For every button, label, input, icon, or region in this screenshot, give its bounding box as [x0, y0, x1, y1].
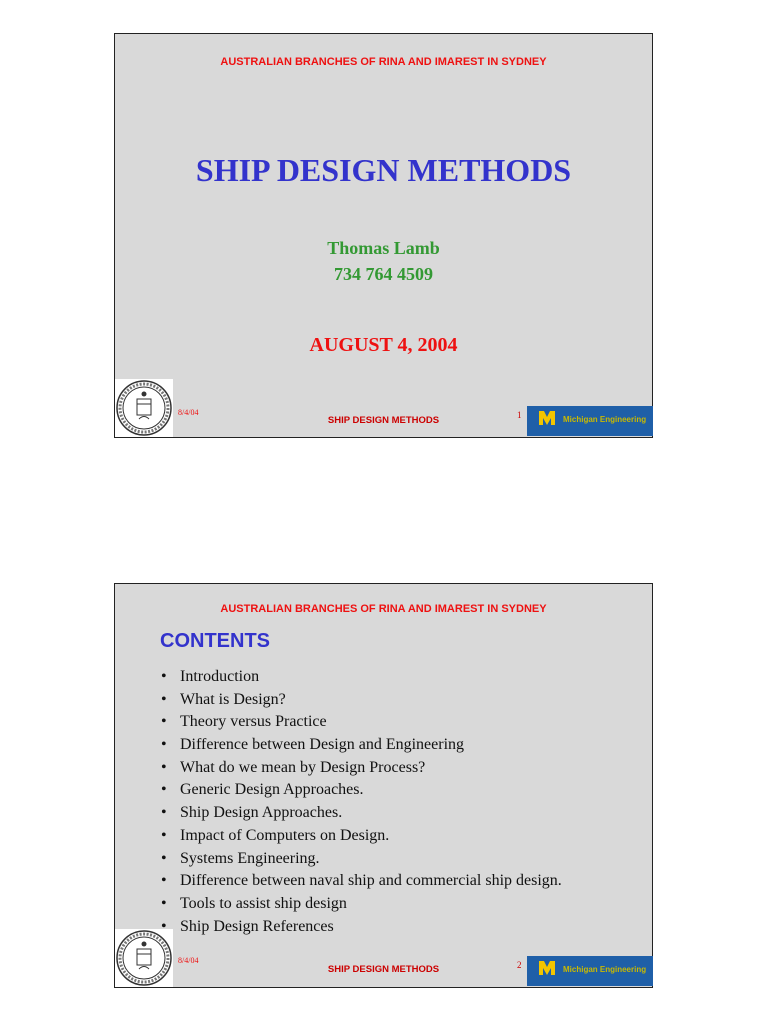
contents-title: CONTENTS [160, 630, 270, 652]
page-number: 1 [517, 410, 522, 420]
slide-2 [114, 583, 653, 988]
list-item: • Difference between Design and Engineering [161, 734, 562, 757]
slide-header: AUSTRALIAN BRANCHES OF RINA AND IMAREST IN SYDNEY [220, 56, 547, 68]
author-phone: 734 764 4509 [334, 264, 433, 284]
footer-date: 8/4/04 [178, 956, 199, 965]
list-item: • Generic Design Approaches. [161, 779, 562, 802]
logo-text: Michigan Engineering [563, 415, 647, 424]
engineering-logo [527, 406, 653, 436]
footer-title: SHIP DESIGN METHODS [327, 415, 440, 426]
list-item: • Systems Engineering. [161, 848, 562, 871]
contents-list [161, 666, 562, 938]
list-item: • Theory versus Practice [161, 711, 562, 734]
page-number: 2 [517, 960, 522, 970]
block-m-icon [539, 961, 555, 979]
university-seal-icon [115, 379, 173, 437]
list-item: • What is Design? [161, 689, 562, 712]
block-m-icon [539, 411, 555, 429]
slide-1 [114, 33, 653, 438]
presentation-date: AUGUST 4, 2004 [309, 334, 458, 356]
list-item: • Difference between naval ship and commercial ship design. [161, 870, 562, 893]
list-item: • Impact of Computers on Design. [161, 825, 562, 848]
author-name: Thomas Lamb [327, 238, 440, 258]
footer-date: 8/4/04 [178, 408, 199, 417]
footer-title: SHIP DESIGN METHODS [327, 964, 440, 975]
logo-text: Michigan Engineering [563, 965, 647, 974]
list-item: • What do we mean by Design Process? [161, 757, 562, 780]
list-item: • Ship Design References [161, 916, 562, 939]
university-seal-icon [115, 929, 173, 987]
engineering-logo [527, 956, 653, 986]
slide-header: AUSTRALIAN BRANCHES OF RINA AND IMAREST IN SYDNEY [220, 603, 547, 615]
list-item: • Introduction [161, 666, 562, 689]
presentation-title: SHIP DESIGN METHODS [195, 152, 572, 188]
list-item: • Ship Design Approaches. [161, 802, 562, 825]
list-item: • Tools to assist ship design [161, 893, 562, 916]
